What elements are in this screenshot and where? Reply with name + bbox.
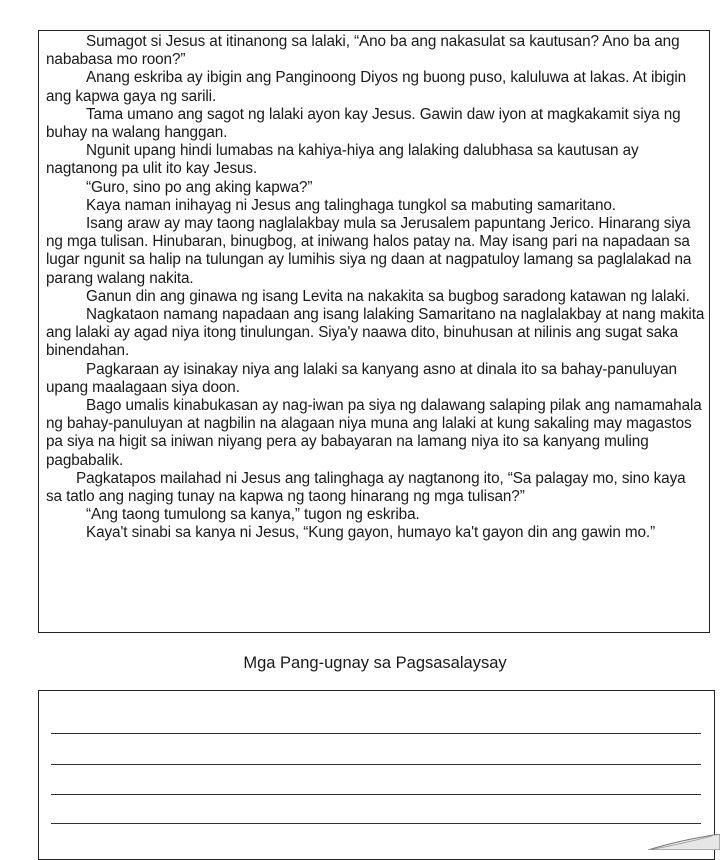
story-paragraph: Bago umalis kinabukasan ay nag-iwan pa siya ng dalawang salaping pilak ang namamahala ng bahay-panuluyan at nagbilin na alagaan niya muna ang lalaki at kung sakaling may magastos pa siya na higit sa iniwan niyang pera ay babayaran na lamang niya ito sa kanyang muling pagbabalik. (46, 397, 702, 469)
story-paragraph: Isang araw ay may taong naglalakbay mula sa Jerusalem papuntang Jerico. Hinarang siya ng mga tulisan. Hinubaran, binugbog, at iniwang halos patay na. May isang pari na napadaan sa lugar ngunit sa halip na tulungan ay lumihis siya ng daan at nagpatuloy lamang sa paglalakad na parang walang nakita. (46, 215, 692, 287)
answer-line[interactable] (51, 794, 701, 795)
story-text-box (38, 30, 710, 633)
story-paragraph: Ngunit upang hindi lumabas na kahiya-hiya ang lalaking dalubhasa sa kautusan ay nagtanong pa ulit ito kay Jesus. (46, 142, 639, 178)
story-paragraph: “Ang taong tumulong sa kanya,” tugon ng eskriba. (86, 506, 420, 524)
answer-line[interactable] (51, 764, 701, 765)
story-paragraph: Pagkatapos mailahad ni Jesus ang talinghaga ay nagtanong ito, “Sa palagay mo, sino kaya sa tatlo ang naging tunay na kapwa ng taong hinarang ng mga tulisan?” (46, 469, 686, 506)
story-paragraph: Kaya naman inihayag ni Jesus ang talinghaga tungkol sa mabuting samaritano. (86, 196, 616, 214)
answer-line[interactable] (51, 823, 701, 824)
story-paragraph: Ganun din ang ginawa ng isang Levita na nakakita sa bugbog saradong katawan ng lalaki. (86, 287, 690, 305)
story-paragraph: Sumagot si Jesus at itinanong sa lalaki, “Ano ba ang nakasulat sa kautusan? Ano ba ang nababasa mo roon?” (46, 33, 680, 69)
story-paragraph: Anang eskriba ay ibigin ang Panginoong Diyos ng buong puso, kaluluwa at lakas. At ibigin ang kapwa gaya ng sarili. (46, 69, 687, 105)
answer-line[interactable] (51, 733, 701, 734)
story-paragraph: Tama umano ang sagot ng lalaki ayon kay Jesus. Gawin daw iyon at magkakamit siya ng buhay na walang hanggan. (46, 105, 681, 142)
page-curl-icon (620, 834, 720, 850)
section-title: Mga Pang-ugnay sa Pagsasalaysay (243, 654, 507, 672)
story-paragraph: Nagkataon namang napadaan ang isang lalaking Samaritano na naglalakbay at nang makita ang lalaki ay agad niya itong tinulungan. Siya'y naawa dito, binuhusan at nilinis ang sugat saka binendahan. (46, 306, 705, 360)
story-paragraph: “Guro, sino po ang aking kapwa?” (86, 178, 313, 196)
story-paragraph: Pagkaraan ay isinakay niya ang lalaki sa kanyang asno at dinala ito sa bahay-panuluyan upang maalagaan siya doon. (46, 360, 677, 396)
story-paragraph: Kaya't sinabi sa kanya ni Jesus, “Kung gayon, humayo ka't gayon din ang gawin mo.” (86, 524, 656, 542)
answer-box[interactable] (38, 690, 715, 860)
